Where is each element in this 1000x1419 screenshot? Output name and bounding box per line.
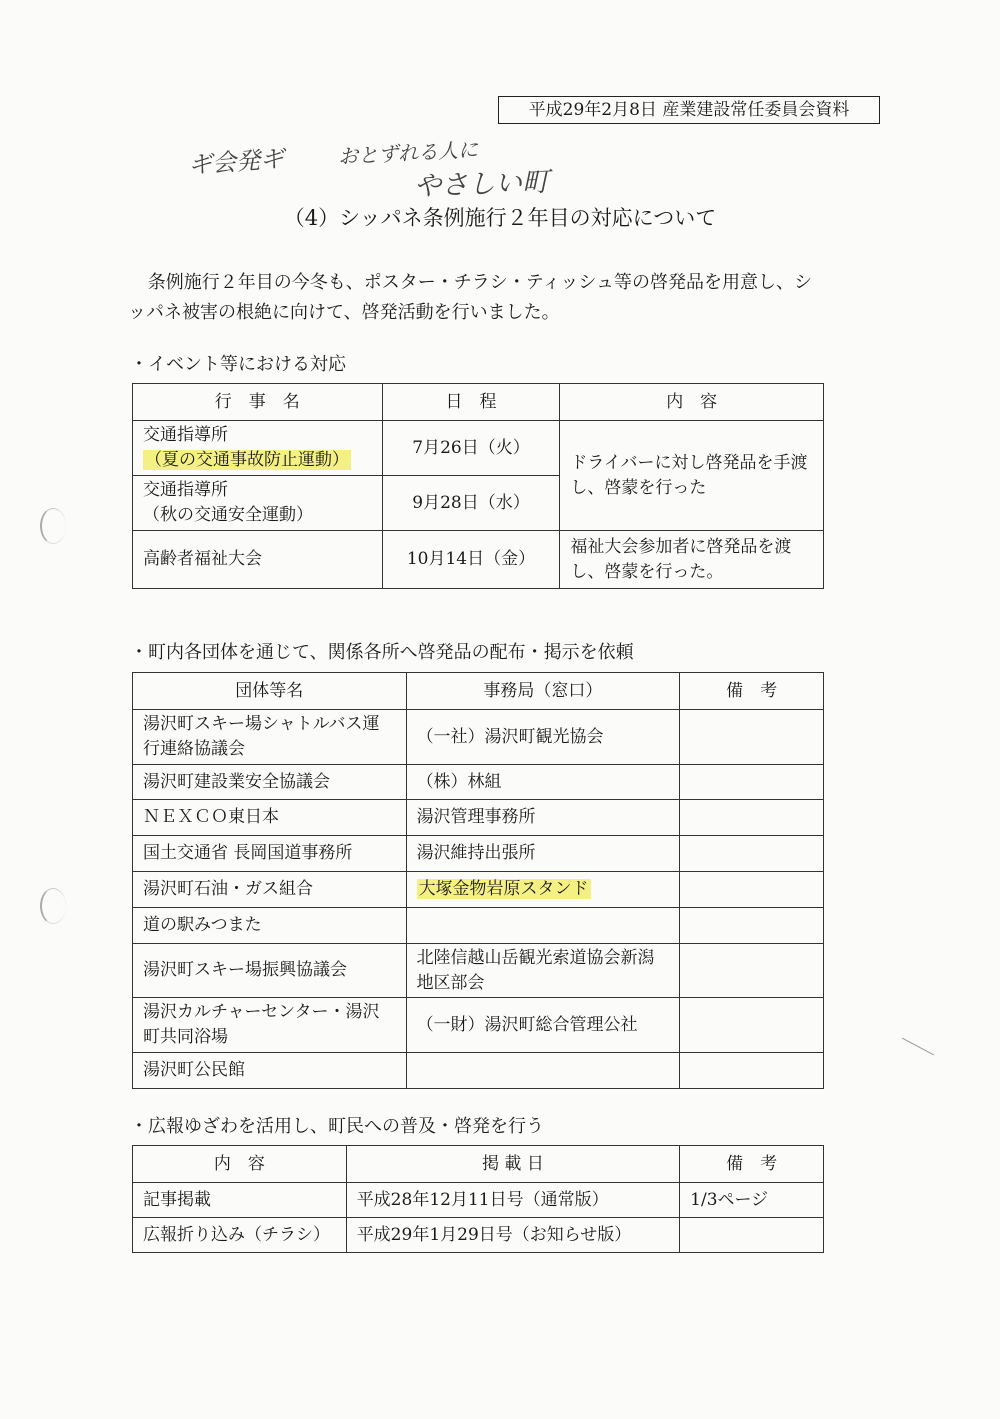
org-cell: 湯沢町スキー場振興協議会 [133, 944, 407, 998]
org-cell: 国土交通省 長岡国道事務所 [133, 836, 407, 872]
punch-hole [40, 508, 66, 544]
date-cell: 10月14日（金） [382, 531, 560, 589]
punch-hole [40, 888, 66, 924]
office-cell: 湯沢維持出張所 [406, 836, 680, 872]
table-row [133, 765, 824, 800]
office-cell: 湯沢管理事務所 [406, 800, 680, 836]
org-cell: 湯沢町公民館 [133, 1053, 407, 1089]
office-cell [406, 872, 680, 908]
event-subtitle: （夏の交通事故防止運動） [145, 450, 349, 470]
event-cell [133, 476, 383, 531]
event-name: 交通指導所 [143, 480, 228, 500]
column-header-event: 行 事 名 [133, 384, 383, 421]
office-cell: （一財）湯沢町総合管理公社 [406, 998, 680, 1053]
content-cell: 福祉大会参加者に啓発品を渡し、啓蒙を行った。 [560, 531, 824, 589]
publicity-table [132, 1145, 824, 1253]
column-header-org: 団体等名 [133, 673, 407, 710]
table-row [133, 944, 824, 998]
table-row [133, 531, 824, 589]
date-cell: 9月28日（水） [382, 476, 560, 531]
handwritten-note-3: やさしい町 [413, 166, 550, 203]
office-cell: （株）林組 [406, 765, 680, 800]
date-cell: 平成29年1月29日号（お知らせ版） [346, 1218, 679, 1253]
handwritten-note-1: ギ会発ギ [187, 144, 286, 180]
office-cell [406, 1053, 680, 1089]
table-row [133, 998, 824, 1053]
column-header-office: 事務局（窓口） [406, 673, 680, 710]
note-cell [680, 800, 824, 836]
note-cell [680, 944, 824, 998]
table-row [133, 908, 824, 944]
section-heading-publicity: ・広報ゆざわを活用し、町民への普及・啓発を行う [130, 1116, 544, 1137]
intro-paragraph [128, 268, 848, 328]
events-table [132, 383, 824, 589]
content-cell: 記事掲載 [133, 1183, 347, 1218]
office-cell: （一社）湯沢町観光協会 [406, 710, 680, 765]
note-cell [680, 765, 824, 800]
event-cell: 高齢者福祉大会 [133, 531, 383, 589]
org-cell: 湯沢町スキー場シャトルバス運行連絡協議会 [133, 710, 407, 765]
note-cell [680, 836, 824, 872]
table-row [133, 1183, 824, 1218]
note-cell: 1/3ページ [680, 1183, 824, 1218]
event-cell [133, 421, 383, 476]
office-cell: 北陸信越山岳観光索道協会新潟地区部会 [406, 944, 680, 998]
table-header-row [133, 384, 824, 421]
column-header-date: 掲 載 日 [346, 1146, 679, 1183]
org-cell: 湯沢町建設業安全協議会 [133, 765, 407, 800]
table-row [133, 836, 824, 872]
table-row [133, 1218, 824, 1253]
note-cell [680, 710, 824, 765]
date-cell: 7月26日（火） [382, 421, 560, 476]
org-cell: ＮＥＸＣＯ東日本 [133, 800, 407, 836]
office-cell [406, 908, 680, 944]
table-row [133, 800, 824, 836]
table-row [133, 421, 824, 476]
event-subtitle: （秋の交通安全運動） [143, 505, 313, 525]
note-cell [680, 998, 824, 1053]
column-header-content: 内 容 [133, 1146, 347, 1183]
content-cell-merged: ドライバーに対し啓発品を手渡し、啓蒙を行った [560, 421, 824, 531]
handwritten-note-2: おとずれる人に [337, 137, 479, 169]
note-cell [680, 872, 824, 908]
intro-line-1: 条例施行２年目の今冬も、ポスター・チラシ・ティッシュ等の啓発品を用意し、シ [147, 272, 812, 293]
org-cell: 道の駅みつまた [133, 908, 407, 944]
table-row [133, 872, 824, 908]
note-cell [680, 1053, 824, 1089]
date-cell: 平成28年12月11日号（通常版） [346, 1183, 679, 1218]
section-heading-organizations: ・町内各団体を通じて、関係各所へ啓発品の配布・掲示を依頼 [130, 642, 634, 663]
table-header-row [133, 673, 824, 710]
stray-pen-mark [902, 1038, 934, 1056]
org-cell: 湯沢町石油・ガス組合 [133, 872, 407, 908]
column-header-date: 日 程 [382, 384, 560, 421]
org-cell: 湯沢カルチャーセンター・湯沢町共同浴場 [133, 998, 407, 1053]
column-header-content: 内 容 [560, 384, 824, 421]
note-cell [680, 1218, 824, 1253]
column-header-note: 備 考 [680, 673, 824, 710]
table-header-row [133, 1146, 824, 1183]
office-highlighted: 大塚金物岩原スタンド [418, 879, 589, 899]
intro-line-2: ッパネ被害の根絶に向けて、啓発活動を行いました。 [128, 302, 560, 323]
table-row [133, 1053, 824, 1089]
content-cell: 広報折り込み（チラシ） [133, 1218, 347, 1253]
note-cell [680, 908, 824, 944]
event-name: 交通指導所 [143, 425, 228, 445]
table-row [133, 710, 824, 765]
organizations-table [132, 672, 824, 1089]
document-title: （4）シッパネ条例施行２年目の対応について [283, 206, 717, 230]
section-heading-events: ・イベント等における対応 [130, 354, 346, 375]
column-header-note: 備 考 [680, 1146, 824, 1183]
document-stamp: 平成29年2月8日 産業建設常任委員会資料 [498, 96, 880, 124]
